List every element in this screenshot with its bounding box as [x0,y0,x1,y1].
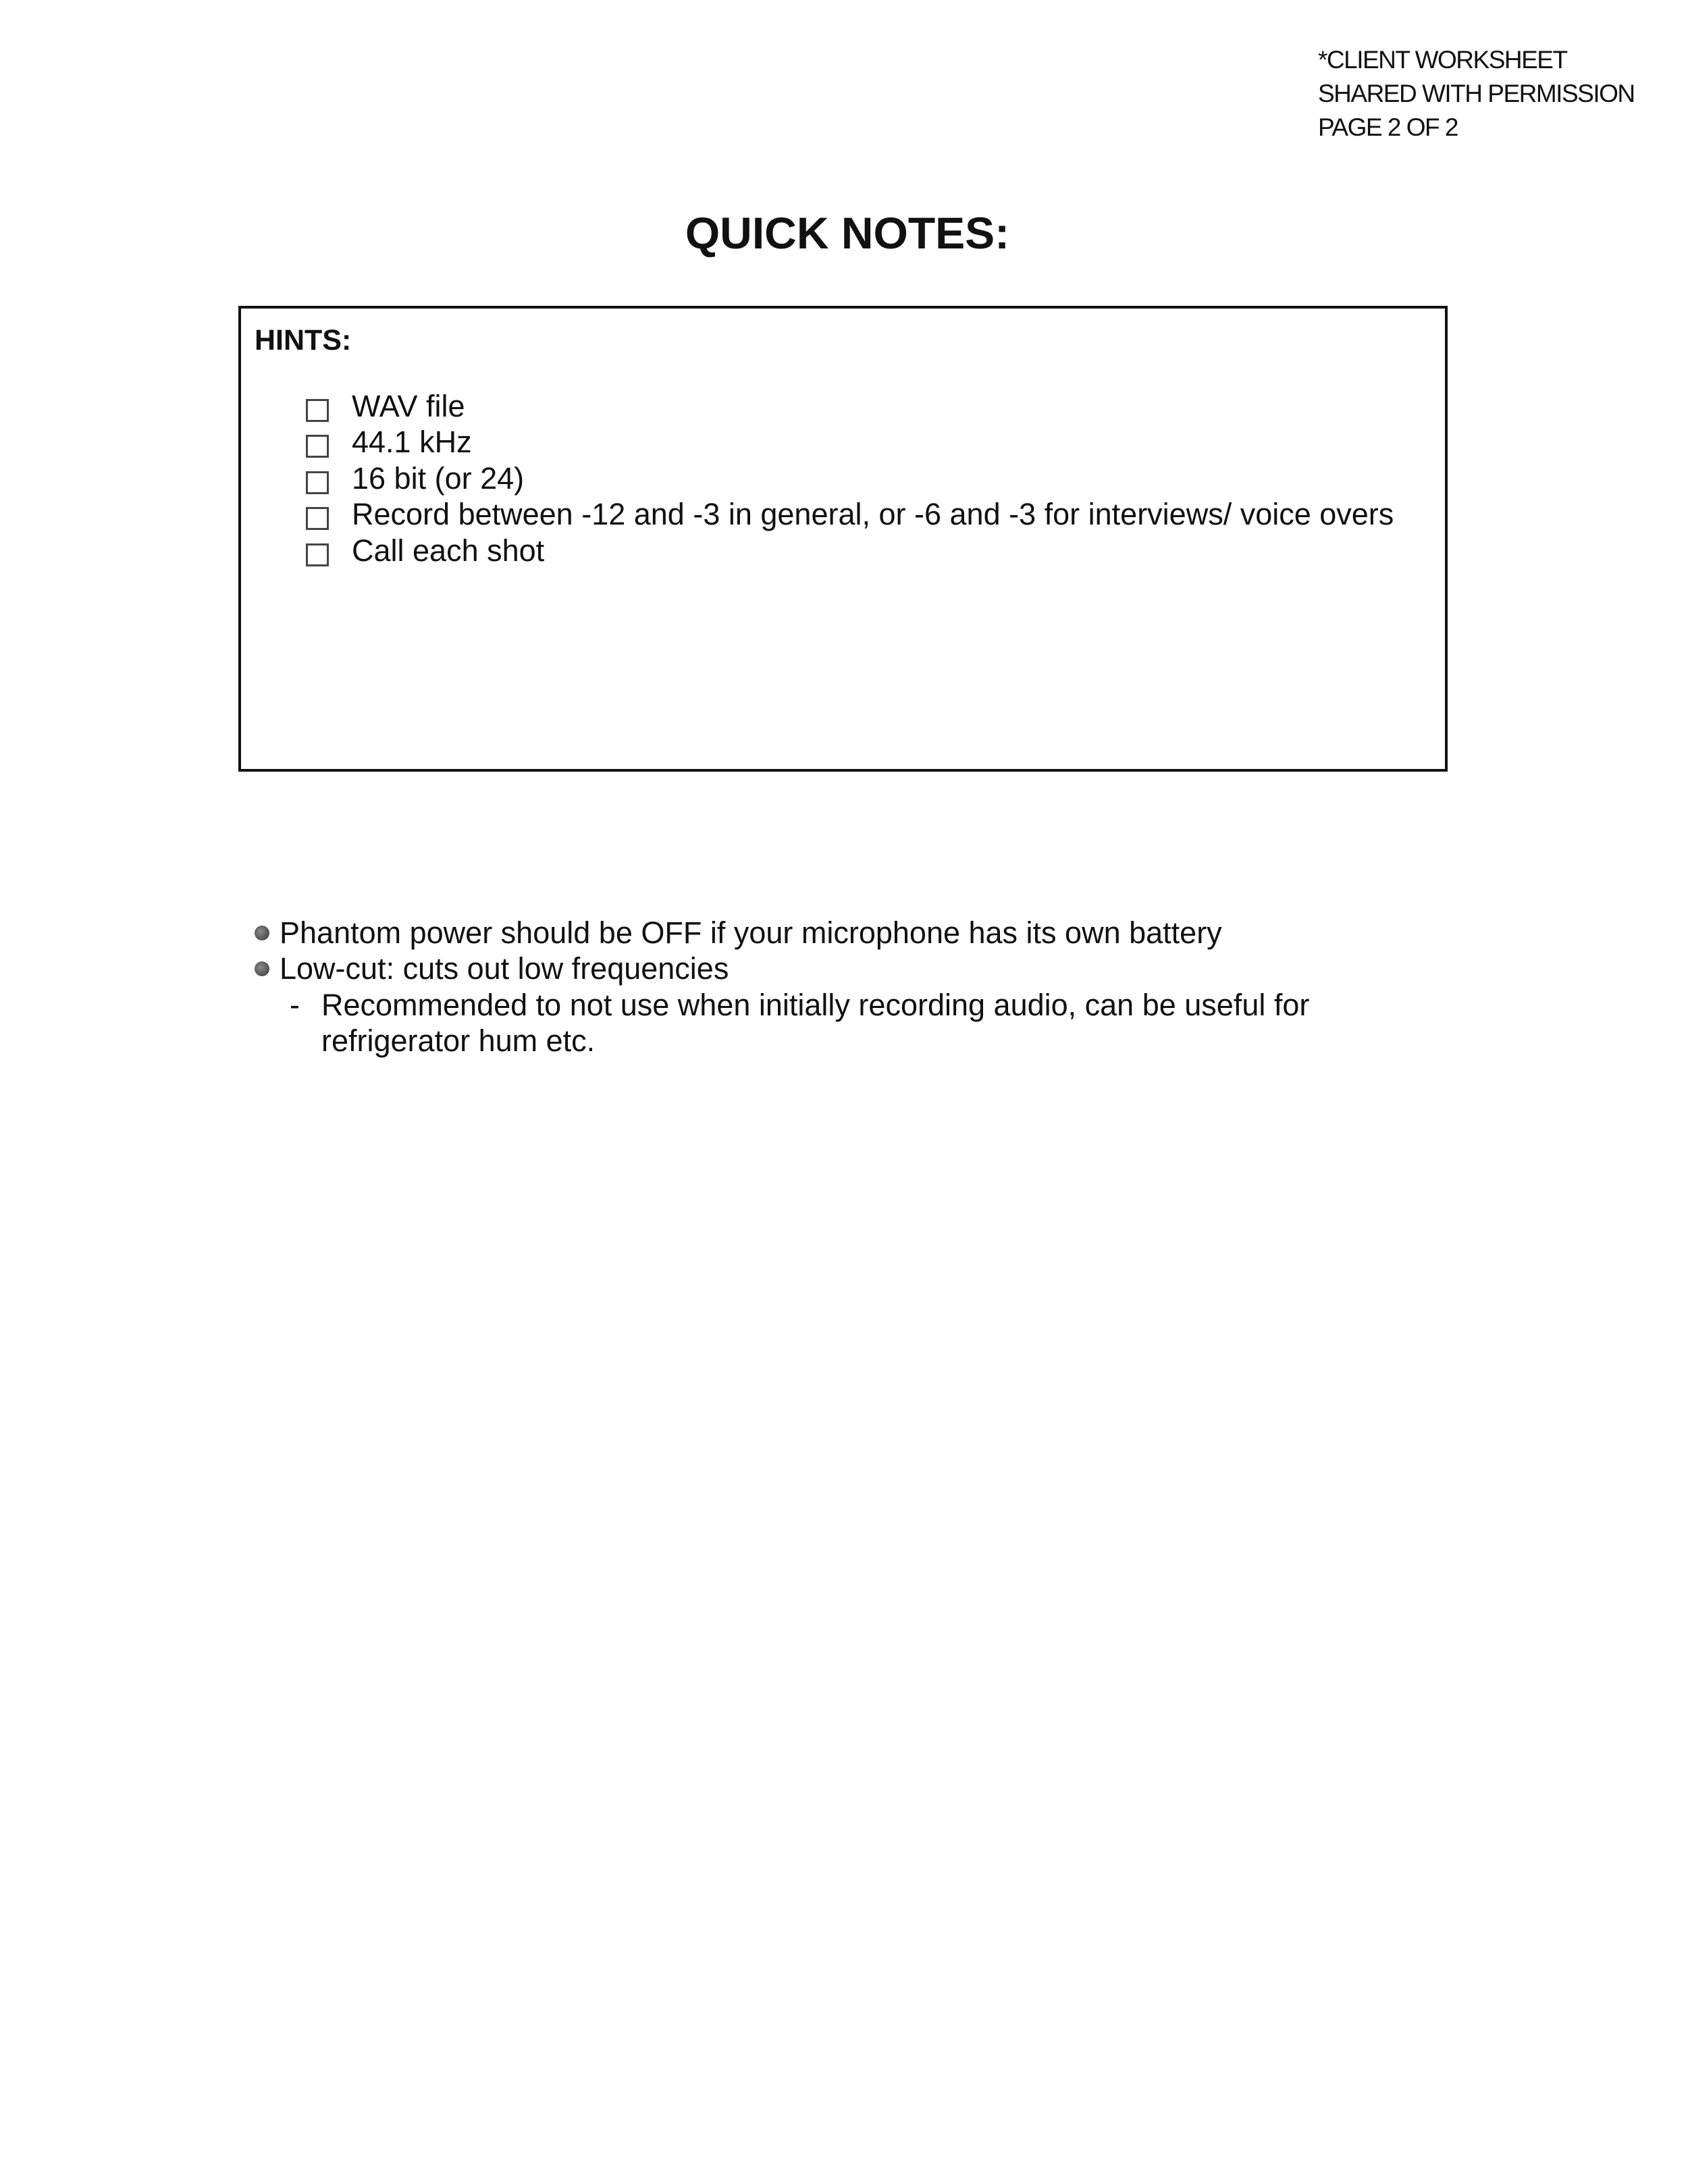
header-note-line: *CLIENT WORKSHEET [1318,46,1567,74]
bullet-item-text: Phantom power should be OFF if your microphone has its own battery [280,915,1222,950]
bullet-dot-icon [255,926,269,940]
bullet-item [255,915,1222,951]
hints-heading: HINTS: [255,324,352,356]
bullet-item [255,951,1222,986]
header-note-line: SHARED WITH PERMISSION [1318,80,1635,107]
hints-box [238,306,1448,1058]
checklist-item-label: WAV file [352,388,465,423]
bullet-dot-icon [255,961,269,976]
checkbox[interactable] [306,435,329,458]
sub-bullet-item [290,987,1309,1059]
header-note-line: PAGE 2 OF 2 [1318,113,1458,141]
checklist-item[interactable] [306,425,1394,461]
checklist-item[interactable] [306,497,1394,533]
checklist-item[interactable] [306,460,1394,497]
page-title: QUICK NOTES: [685,208,1010,258]
checkbox[interactable] [306,471,329,494]
checkbox[interactable] [306,507,329,530]
checklist-item-label: Record between -12 and -3 in general, or -6 and -3 for interviews/ voice overs [352,497,1394,532]
checklist-item-label: 44.1 kHz [352,425,472,460]
checklist-item[interactable] [306,388,1394,425]
checkbox[interactable] [306,543,329,566]
checkbox[interactable] [306,399,329,422]
checklist-item[interactable] [306,533,1394,569]
sub-bullet-text [321,987,1309,1059]
bullet-item-text: Low-cut: cuts out low frequencies [280,951,729,986]
hints-bullet-list [255,915,1222,986]
checklist-item-label: 16 bit (or 24) [352,460,525,496]
sub-bullet-line: Recommended to not use when initially recording audio, can be useful for [321,988,1310,1022]
dash-marker: - [290,988,300,1022]
hints-checklist [306,388,1394,569]
header-note [1318,43,1635,144]
sub-bullet-line: refrigerator hum etc. [321,1023,596,1058]
checklist-item-label: Call each shot [352,533,545,568]
